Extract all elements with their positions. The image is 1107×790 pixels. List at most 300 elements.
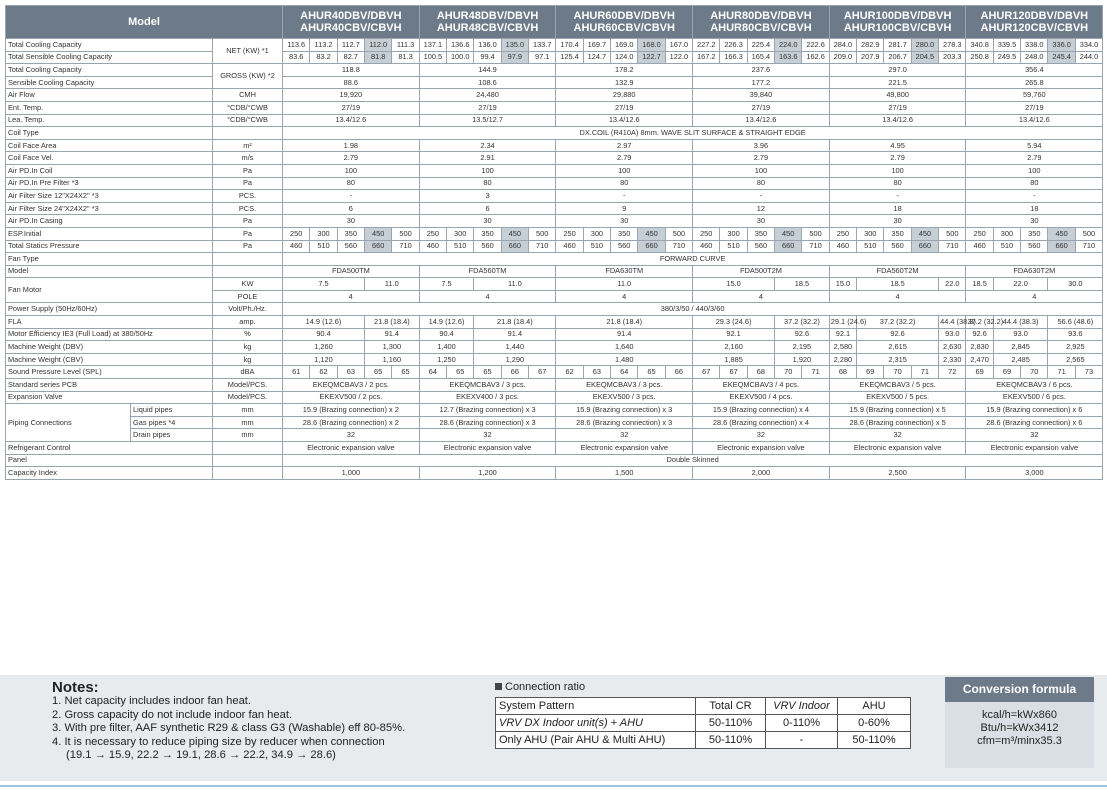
connection-header-cell: Total CR: [696, 698, 766, 715]
row-label: Model: [6, 265, 213, 278]
row-unit: [213, 253, 283, 266]
spec-cell: 80: [419, 177, 556, 190]
spec-cell: 1,480: [556, 353, 693, 366]
row-label: ESP.Initial: [6, 227, 213, 240]
spec-cell: EKEQMCBAV3 / 6 pcs.: [966, 379, 1103, 392]
spec-row: [6, 416, 1103, 429]
spec-row: [6, 265, 1103, 278]
spec-cell: 245.4: [1048, 51, 1075, 64]
spec-cell: 27/19: [966, 101, 1103, 114]
spec-cell: 28.6 (Brazing connection) x 5: [829, 416, 966, 429]
spec-cell: 1,000: [283, 467, 420, 480]
spec-cell: 92.1: [693, 328, 775, 341]
model-header: Model: [6, 6, 283, 39]
spec-cell: 4: [966, 290, 1103, 303]
note-item: (19.1 → 15.9, 22.2 → 19.1, 28.6 → 22.2, 34.9 → 28.6): [66, 749, 336, 762]
spec-cell: 334.0: [1075, 39, 1102, 52]
model-col-header: AHUR120DBV/DBVH AHUR120CBV/CBVH: [966, 6, 1103, 39]
row-label: Air PD.In Coil: [6, 164, 213, 177]
row-label: Piping Connections: [6, 404, 131, 442]
spec-cell: EKEQMCBAV3 / 2 pcs.: [283, 379, 420, 392]
spec-cell: 710: [529, 240, 556, 253]
spec-row: [6, 379, 1103, 392]
spec-cell: 168.0: [638, 39, 665, 52]
spec-cell: 32: [283, 429, 420, 442]
spec-cell: 29.3 (24.6): [693, 316, 775, 329]
spec-cell: 167.0: [665, 39, 692, 52]
spec-cell: 29.1 (24.6): [829, 316, 856, 329]
spec-cell: 122.7: [638, 51, 665, 64]
connection-header-row: [496, 698, 911, 715]
spec-cell: 83.2: [310, 51, 337, 64]
spec-cell: FORWARD CURVE: [283, 253, 1103, 266]
spec-cell: 248.0: [1021, 51, 1048, 64]
spec-cell: 27/19: [693, 101, 830, 114]
row-unit: kg: [213, 341, 283, 354]
spec-cell: 15.9 (Brazing connection) x 2: [283, 404, 420, 417]
spec-cell: 2.79: [966, 152, 1103, 165]
spec-cell: 70: [884, 366, 911, 379]
spec-cell: 15.0: [693, 278, 775, 291]
spec-cell: 68: [747, 366, 774, 379]
spec-cell: 350: [611, 227, 638, 240]
row-label: FLA: [6, 316, 213, 329]
spec-cell: 510: [857, 240, 884, 253]
spec-cell: 132.9: [556, 76, 693, 89]
spec-cell: -: [283, 190, 420, 203]
spec-cell: 32: [829, 429, 966, 442]
spec-cell: 28.6 (Brazing connection) x 4: [693, 416, 830, 429]
spec-cell: 13.5/12.7: [419, 114, 556, 127]
spec-cell: 250.8: [966, 51, 993, 64]
spec-cell: 67: [693, 366, 720, 379]
spec-cell: 380/3/50 / 440/3/60: [283, 303, 1103, 316]
spec-cell: 169.7: [583, 39, 610, 52]
spec-row: [6, 391, 1103, 404]
spec-cell: 1.98: [283, 139, 420, 152]
spec-cell: 1,290: [474, 353, 556, 366]
spec-cell: 500: [802, 227, 829, 240]
spec-cell: 92.6: [966, 328, 993, 341]
spec-cell: 450: [501, 227, 528, 240]
spec-cell: 82.7: [337, 51, 364, 64]
spec-cell: 133.7: [529, 39, 556, 52]
spec-row: [6, 442, 1103, 455]
spec-cell: 450: [775, 227, 802, 240]
row-unit: °CDB/°CWB: [213, 101, 283, 114]
spec-cell: 2,315: [857, 353, 939, 366]
spec-cell: 560: [1021, 240, 1048, 253]
spec-cell: 2,845: [993, 341, 1048, 354]
spec-cell: 67: [529, 366, 556, 379]
spec-cell: 1,400: [419, 341, 474, 354]
spec-cell: 2.97: [556, 139, 693, 152]
row-unit: %: [213, 328, 283, 341]
spec-cell: 278.3: [939, 39, 966, 52]
spec-cell: 250: [693, 227, 720, 240]
spec-cell: 3: [419, 190, 556, 203]
spec-cell: 560: [611, 240, 638, 253]
spec-cell: 93.0: [939, 328, 966, 341]
spec-cell: 2,485: [993, 353, 1048, 366]
connection-ratio-title: Connection ratio: [495, 681, 910, 693]
spec-cell: 1,500: [556, 467, 693, 480]
row-label: Total Statics Pressure: [6, 240, 213, 253]
row-label: Lea. Temp.: [6, 114, 213, 127]
spec-cell: 28.6 (Brazing connection) x 2: [283, 416, 420, 429]
spec-cell: 338.0: [1021, 39, 1048, 52]
spec-cell: 100: [693, 164, 830, 177]
spec-cell: 71: [911, 366, 938, 379]
spec-cell: 30: [419, 215, 556, 228]
conversion-formula-title: Conversion formula: [945, 677, 1094, 702]
spec-cell: 300: [993, 227, 1020, 240]
spec-cell: 68: [829, 366, 856, 379]
spec-cell: 500: [939, 227, 966, 240]
spec-cell: 97.1: [529, 51, 556, 64]
spec-header-row: [6, 6, 1103, 39]
spec-cell: EKEXV500 / 4 pcs.: [693, 391, 830, 404]
spec-cell: 22.0: [939, 278, 966, 291]
spec-cell: 144.9: [419, 64, 556, 77]
spec-cell: FDA560T2M: [829, 265, 966, 278]
spec-cell: 4: [556, 290, 693, 303]
spec-cell: 80: [556, 177, 693, 190]
spec-cell: 2,280: [829, 353, 856, 366]
row-label: Machine Weight (CBV): [6, 353, 213, 366]
spec-cell: 91.4: [365, 328, 420, 341]
spec-cell: 32: [966, 429, 1103, 442]
spec-cell: 18: [966, 202, 1103, 215]
row-label: Total Cooling Capacity: [6, 39, 213, 52]
spec-cell: 204.5: [911, 51, 938, 64]
conversion-formula-body: [945, 702, 1094, 748]
spec-cell: 710: [665, 240, 692, 253]
spec-cell: 300: [583, 227, 610, 240]
spec-cell: 44.4 (38.3): [939, 316, 966, 329]
spec-cell: 100.5: [419, 51, 446, 64]
spec-cell: 1,160: [365, 353, 420, 366]
spec-cell: 13.4/12.6: [693, 114, 830, 127]
spec-cell: 169.0: [611, 39, 638, 52]
spec-cell: 340.8: [966, 39, 993, 52]
spec-cell: 11.0: [365, 278, 420, 291]
spec-cell: 100: [283, 164, 420, 177]
spec-cell: 165.4: [747, 51, 774, 64]
spec-cell: 100.0: [447, 51, 474, 64]
spec-cell: 460: [829, 240, 856, 253]
row-unit: GROSS (KW) *2: [213, 64, 283, 89]
spec-cell: 225.4: [747, 39, 774, 52]
row-sublabel: Gas pipes *4: [131, 416, 213, 429]
spec-cell: 3.96: [693, 139, 830, 152]
spec-cell: 80: [283, 177, 420, 190]
spec-cell: 65: [474, 366, 501, 379]
spec-cell: 100: [419, 164, 556, 177]
spec-cell: 2,195: [775, 341, 830, 354]
spec-cell: EKEXV400 / 3 pcs.: [419, 391, 556, 404]
spec-cell: 56.6 (48.6): [1048, 316, 1103, 329]
spec-cell: FDA630TM: [556, 265, 693, 278]
spec-cell: 4: [419, 290, 556, 303]
spec-cell: 91.4: [474, 328, 556, 341]
spec-cell: 2.79: [829, 152, 966, 165]
spec-cell: 12: [693, 202, 830, 215]
spec-row: [6, 303, 1103, 316]
spec-cell: Double Skinned: [283, 454, 1103, 467]
spec-cell: 460: [966, 240, 993, 253]
row-label: Refrigerant Control: [6, 442, 213, 455]
spec-cell: FDA560TM: [419, 265, 556, 278]
spec-cell: 460: [419, 240, 446, 253]
spec-cell: 18.5: [966, 278, 993, 291]
row-unit: Pa: [213, 177, 283, 190]
spec-cell: 250: [966, 227, 993, 240]
spec-cell: 209.0: [829, 51, 856, 64]
spec-cell: 136.6: [447, 39, 474, 52]
row-unit: POLE: [213, 290, 283, 303]
row-unit: Pa: [213, 215, 283, 228]
spec-row: [6, 253, 1103, 266]
note-item: 4. It is necessary to reduce piping size by reducer when connection: [52, 735, 385, 748]
spec-cell: 280.0: [911, 39, 938, 52]
row-label: Capacity Index: [6, 467, 213, 480]
conversion-line: kcal/h=kWx860: [982, 709, 1057, 721]
spec-cell: 18: [829, 202, 966, 215]
spec-cell: 1,300: [365, 341, 420, 354]
spec-cell: 13.4/12.6: [829, 114, 966, 127]
spec-cell: 450: [638, 227, 665, 240]
spec-cell: 118.8: [283, 64, 420, 77]
spec-cell: 460: [283, 240, 310, 253]
connection-cell: 50-110%: [838, 732, 911, 749]
spec-cell: 237.6: [693, 64, 830, 77]
conversion-formula-box: [945, 677, 1094, 768]
row-label: Fan Motor: [6, 278, 213, 303]
spec-cell: 224.0: [775, 39, 802, 52]
spec-cell: 125.4: [556, 51, 583, 64]
spec-row: [6, 127, 1103, 140]
spec-cell: 510: [993, 240, 1020, 253]
spec-cell: 30: [283, 215, 420, 228]
spec-cell: 69: [966, 366, 993, 379]
spec-cell: 65: [365, 366, 392, 379]
row-unit: PCS.: [213, 202, 283, 215]
spec-cell: -: [693, 190, 830, 203]
connection-ratio-table: [495, 697, 911, 749]
model-col-header: AHUR40DBV/DBVH AHUR40CBV/CBVH: [283, 6, 420, 39]
spec-cell: 69: [993, 366, 1020, 379]
spec-cell: 284.0: [829, 39, 856, 52]
spec-cell: EKEQMCBAV3 / 3 pcs.: [419, 379, 556, 392]
spec-cell: 100: [829, 164, 966, 177]
spec-cell: 1,885: [693, 353, 775, 366]
spec-cell: 206.7: [884, 51, 911, 64]
spec-cell: 28.6 (Brazing connection) x 3: [556, 416, 693, 429]
spec-row: [6, 76, 1103, 89]
spec-cell: 30.0: [1048, 278, 1103, 291]
spec-cell: 2,830: [966, 341, 993, 354]
spec-cell: 22.0: [993, 278, 1048, 291]
row-unit: Model/PCS.: [213, 379, 283, 392]
spec-cell: 265.8: [966, 76, 1103, 89]
spec-cell: 65: [392, 366, 419, 379]
spec-cell: 15.9 (Brazing connection) x 4: [693, 404, 830, 417]
spec-cell: 71: [1048, 366, 1075, 379]
spec-cell: 244.0: [1075, 51, 1102, 64]
spec-cell: 249.5: [993, 51, 1020, 64]
connection-cell: Only AHU (Pair AHU & Multi AHU): [496, 732, 696, 749]
spec-cell: 4: [283, 290, 420, 303]
spec-cell: 450: [911, 227, 938, 240]
spec-cell: 500: [665, 227, 692, 240]
connection-cell: -: [766, 732, 838, 749]
spec-cell: 90.4: [419, 328, 474, 341]
spec-cell: 3,000: [966, 467, 1103, 480]
spec-row: [6, 39, 1103, 52]
spec-cell: 2.91: [419, 152, 556, 165]
spec-cell: 660: [365, 240, 392, 253]
conversion-line: Btu/h=kWx3412: [980, 722, 1059, 734]
spec-cell: 14.9 (12.6): [283, 316, 365, 329]
spec-row: [6, 51, 1103, 64]
spec-cell: 62: [310, 366, 337, 379]
spec-cell: 59,760: [966, 89, 1103, 102]
spec-cell: 44.4 (38.3): [993, 316, 1048, 329]
spec-cell: 2.34: [419, 139, 556, 152]
spec-row: [6, 227, 1103, 240]
spec-cell: 250: [556, 227, 583, 240]
spec-cell: 100: [556, 164, 693, 177]
spec-cell: 137.1: [419, 39, 446, 52]
row-unit: [213, 265, 283, 278]
spec-cell: 135.0: [501, 39, 528, 52]
spec-row: [6, 278, 1103, 291]
spec-cell: 80: [966, 177, 1103, 190]
row-label: Coil Face Area: [6, 139, 213, 152]
spec-cell: 1,440: [474, 341, 556, 354]
bullet-square-icon: [495, 683, 502, 690]
spec-cell: 90.4: [283, 328, 365, 341]
row-label: Coil Face Vel.: [6, 152, 213, 165]
spec-cell: 30: [966, 215, 1103, 228]
row-unit: amp.: [213, 316, 283, 329]
spec-cell: 27/19: [829, 101, 966, 114]
spec-cell: 207.9: [857, 51, 884, 64]
spec-cell: 62: [556, 366, 583, 379]
row-label: Motor Efficiency IE3 (Full Load) at 380/50Hz: [6, 328, 213, 341]
spec-cell: 66: [665, 366, 692, 379]
spec-cell: 450: [365, 227, 392, 240]
spec-cell: 99.4: [474, 51, 501, 64]
spec-row: [6, 467, 1103, 480]
spec-cell: 69: [857, 366, 884, 379]
row-label: Air PD.In Pre Filter *3: [6, 177, 213, 190]
spec-cell: 166.3: [720, 51, 747, 64]
spec-cell: 460: [693, 240, 720, 253]
spec-cell: 2.79: [556, 152, 693, 165]
spec-cell: 61: [283, 366, 310, 379]
row-unit: Pa: [213, 164, 283, 177]
spec-cell: Electronic expansion valve: [829, 442, 966, 455]
row-unit: Volt/Ph./Hz.: [213, 303, 283, 316]
spec-cell: 660: [1048, 240, 1075, 253]
row-label: Standard series PCB: [6, 379, 213, 392]
bottom-rule: [0, 785, 1107, 787]
model-col-header: AHUR80DBV/DBVH AHUR80CBV/CBVH: [693, 6, 830, 39]
row-label: Machine Weight (DBV): [6, 341, 213, 354]
spec-cell: 65: [447, 366, 474, 379]
spec-cell: EKEQMCBAV3 / 3 pcs.: [556, 379, 693, 392]
spec-cell: 250: [829, 227, 856, 240]
spec-cell: 100: [966, 164, 1103, 177]
spec-cell: 14.9 (12.6): [419, 316, 474, 329]
spec-cell: 113.2: [310, 39, 337, 52]
spec-cell: EKEXV500 / 2 pcs.: [283, 391, 420, 404]
spec-cell: EKEQMCBAV3 / 5 pcs.: [829, 379, 966, 392]
spec-cell: 710: [939, 240, 966, 253]
row-unit: NET (KW) *1: [213, 39, 283, 64]
spec-cell: 560: [747, 240, 774, 253]
spec-table: [5, 5, 1103, 480]
spec-cell: 1,250: [419, 353, 474, 366]
spec-cell: 30: [829, 215, 966, 228]
spec-row: [6, 139, 1103, 152]
spec-cell: 28.6 (Brazing connection) x 6: [966, 416, 1103, 429]
spec-cell: 91.4: [556, 328, 693, 341]
spec-cell: 4.95: [829, 139, 966, 152]
row-unit: Pa: [213, 240, 283, 253]
spec-cell: 282.9: [857, 39, 884, 52]
spec-cell: 66: [501, 366, 528, 379]
spec-cell: 37.2 (32.2): [857, 316, 939, 329]
spec-cell: DX.COIL (R410A) 8mm. WAVE SLIT SURFACE & STRAIGHT EDGE: [283, 127, 1103, 140]
row-unit: mm: [213, 404, 283, 417]
spec-cell: 2.79: [283, 152, 420, 165]
model-col-header: AHUR48DBV/DBVH AHUR48CBV/CBVH: [419, 6, 556, 39]
spec-row: [6, 64, 1103, 77]
spec-cell: 30: [556, 215, 693, 228]
spec-cell: 111.3: [392, 39, 419, 52]
spec-cell: 92.1: [829, 328, 856, 341]
spec-cell: 250: [419, 227, 446, 240]
spec-cell: 39,840: [693, 89, 830, 102]
connection-row: [496, 715, 911, 732]
notes-title: Notes:: [52, 679, 99, 696]
spec-cell: 70: [1021, 366, 1048, 379]
row-label: Power Supply (50Hz/60Hz): [6, 303, 213, 316]
spec-cell: 11.0: [556, 278, 693, 291]
spec-row: [6, 316, 1103, 329]
notes-section: [52, 681, 472, 762]
spec-cell: 510: [310, 240, 337, 253]
spec-cell: 27/19: [419, 101, 556, 114]
spec-cell: 300: [310, 227, 337, 240]
spec-cell: 63: [337, 366, 364, 379]
spec-row: [6, 101, 1103, 114]
connection-ratio-section: [495, 681, 910, 749]
model-col-header: AHUR100DBV/DBVH AHUR100CBV/CBVH: [829, 6, 966, 39]
spec-cell: -: [966, 190, 1103, 203]
spec-cell: Electronic expansion valve: [966, 442, 1103, 455]
spec-cell: 9: [556, 202, 693, 215]
spec-cell: 336.0: [1048, 39, 1075, 52]
spec-cell: 1,200: [419, 467, 556, 480]
spec-cell: 2,615: [857, 341, 939, 354]
spec-cell: Electronic expansion valve: [693, 442, 830, 455]
spec-row: [6, 114, 1103, 127]
spec-cell: 227.2: [693, 39, 720, 52]
